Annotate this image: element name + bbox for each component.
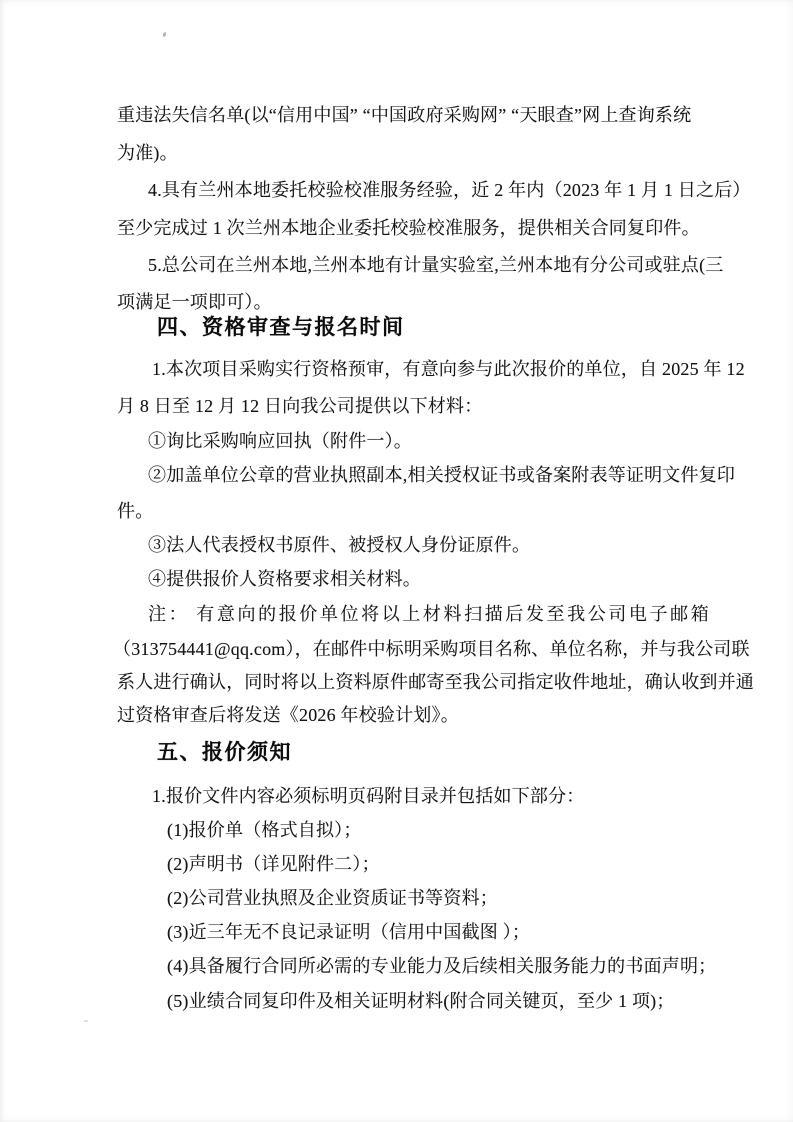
body-line-blacklist-end: 为准)。 — [117, 143, 178, 163]
body-line-req4-start: 4.具有兰州本地委托校验校准服务经验，近 2 年内（2023 年 1 月 1 日之后） — [148, 180, 751, 200]
body-line-prequalification-end: 月 8 日至 12 月 12 日向我公司提供以下材料： — [117, 396, 483, 416]
scan-speck — [162, 32, 167, 38]
body-line-req5-end: 项满足一项即可）。 — [117, 292, 272, 312]
list-item-1-quotation-sheet: (1)报价单（格式自拟）； — [167, 820, 362, 840]
section-heading-quotation-notice: 五、报价须知 — [157, 740, 292, 764]
section-heading-qualification-review: 四、资格审查与报名时间 — [157, 315, 405, 339]
list-item-circled-3: ③法人代表授权书原件、被授权人身份证原件。 — [148, 535, 531, 555]
list-item-5-contract-copies: (5)业绩合同复印件及相关证明材料(附合同关键页，至少 1 项)； — [167, 991, 675, 1011]
list-item-2-business-license: (2)公司营业执照及企业资质证书等资料； — [167, 888, 498, 908]
body-line-req5-start: 5.总公司在兰州本地,兰州本地有计量实验室,兰州本地有分公司或驻点(三 — [148, 255, 724, 275]
note-line-plan-2026: 过资格审查后将发送《2026 年校验计划》。 — [117, 705, 459, 725]
body-line-quotation-contents: 1.报价文件内容必须标明页码附目录并包括如下部分： — [152, 786, 585, 806]
body-line-blacklist-sources: 重违法失信名单(以“信用中国” “中国政府采购网” “天眼查”网上查询系统 — [117, 105, 692, 125]
list-item-3-no-bad-record: (3)近三年无不良记录证明（信用中国截图 ）； — [167, 922, 531, 942]
list-item-circled-4: ④提供报价人资格要求相关材料。 — [148, 569, 421, 589]
note-line-email-start: 注： 有意向的报价单位将以上材料扫描后发至我公司电子邮箱 — [148, 604, 712, 624]
list-item-circled-1: ①询比采购响应回执（附件一）。 — [148, 431, 412, 451]
scan-speck — [84, 1020, 88, 1022]
list-item-circled-2-start: ②加盖单位公章的营业执照副本,相关授权证书或备案附表等证明文件复印 — [148, 465, 736, 485]
note-line-confirm: 系人进行确认，同时将以上资料原件邮寄至我公司指定收件地址，确认收到并通 — [117, 672, 754, 692]
list-item-4-capability-statement: (4)具备履行合同所必需的专业能力及后续相关服务能力的书面声明； — [167, 956, 717, 976]
list-item-circled-2-end: 件。 — [117, 501, 154, 521]
list-item-2-declaration: (2)声明书（详见附件二）； — [167, 854, 380, 874]
body-line-prequalification-start: 1.本次项目采购实行资格预审，有意向参与此次报价的单位，自 2025 年 12 — [152, 359, 745, 379]
body-line-req4-end: 至少完成过 1 次兰州本地企业委托校验校准服务，提供相关合同复印件。 — [117, 218, 700, 238]
note-line-email-address: （313754441@qq.com），在邮件中标明采购项目名称、单位名称，并与我公司联 — [113, 639, 750, 659]
